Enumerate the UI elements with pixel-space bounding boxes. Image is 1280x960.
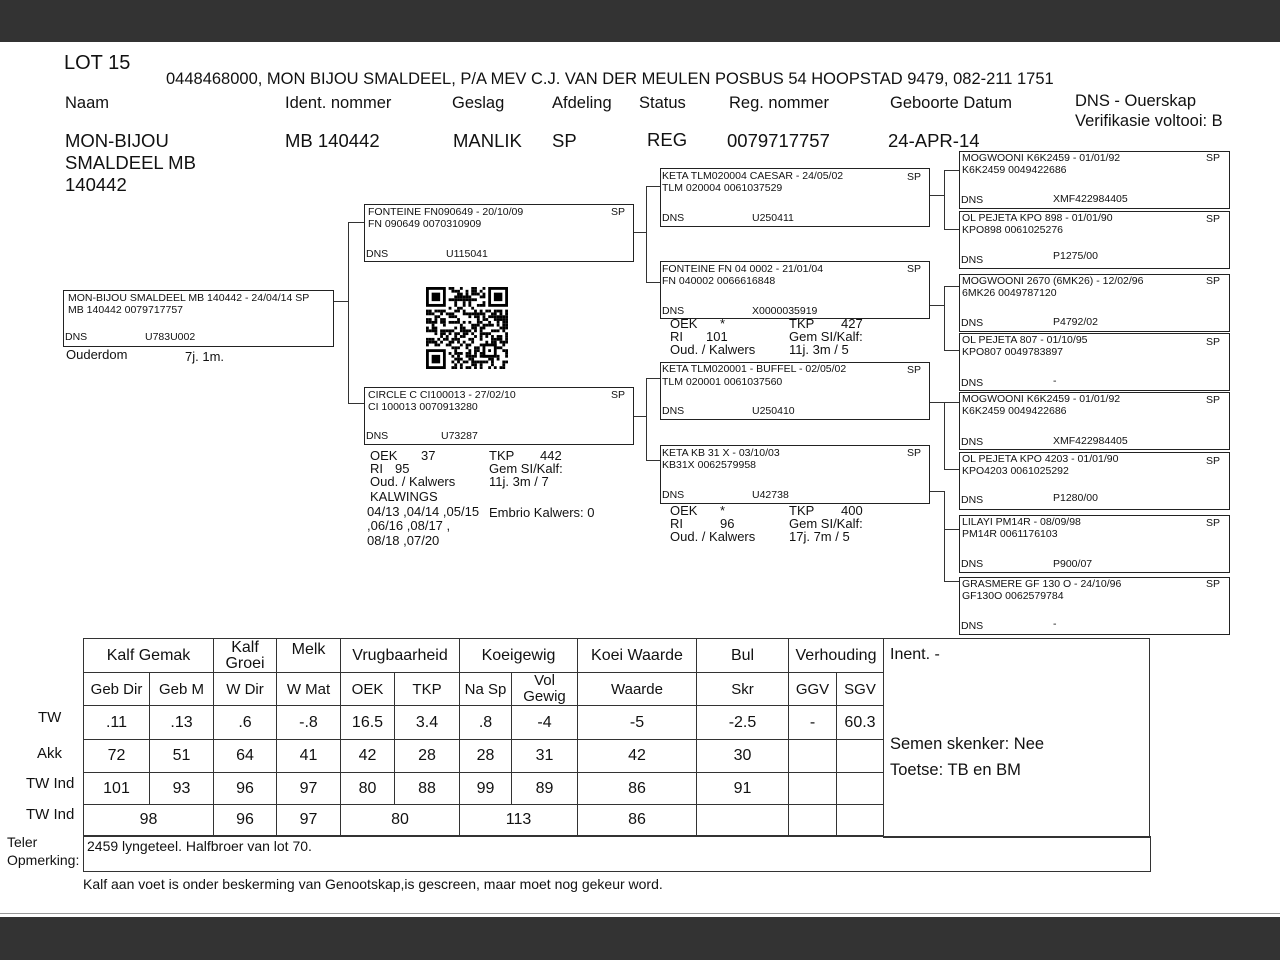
sub-header: Waarde bbox=[578, 673, 697, 706]
group-header: Koei Waarde bbox=[578, 639, 697, 673]
row-label-akk: Akk bbox=[37, 745, 63, 762]
ggp-sp: SP bbox=[1206, 394, 1221, 406]
semen-text: Semen skenker: Nee bbox=[890, 735, 1045, 753]
table-cell: 28 bbox=[395, 740, 460, 773]
ggp-sp: SP bbox=[1206, 336, 1221, 348]
animal-status: REG bbox=[647, 129, 688, 150]
pedigree-line bbox=[944, 350, 959, 351]
table-cell: 89 bbox=[512, 773, 578, 805]
subject-box bbox=[63, 290, 334, 347]
pedigree-line bbox=[929, 195, 944, 196]
gp-line1: KETA TLM020004 CAESAR - 24/05/02 bbox=[662, 170, 844, 182]
table-cell: 86 bbox=[578, 805, 697, 836]
ggp-line1: MOGWOONI K6K2459 - 01/01/92 bbox=[962, 393, 1121, 405]
group-header: Vrugbaarheid bbox=[341, 639, 460, 673]
pedigree-line bbox=[646, 378, 647, 461]
gp-dns-value: X0000035919 bbox=[752, 305, 818, 317]
remark-box bbox=[83, 836, 1151, 872]
toetse-text: Toetse: TB en BM bbox=[890, 761, 1021, 779]
bottom-bar bbox=[0, 917, 1280, 960]
subject-line2: MB 140442 0079717757 bbox=[68, 304, 184, 316]
header-reg: Reg. nommer bbox=[729, 94, 829, 112]
table-cell: 96 bbox=[214, 773, 277, 805]
ggp-dns-value: - bbox=[1053, 375, 1057, 387]
header-geboorte: Geboorte Datum bbox=[890, 94, 1012, 112]
gp-sp: SP bbox=[907, 447, 922, 459]
pedigree-line bbox=[632, 232, 646, 233]
gp-line2: FN 040002 0066616848 bbox=[662, 275, 776, 287]
table-cell: 64 bbox=[214, 740, 277, 773]
grandparent-box bbox=[660, 362, 930, 420]
gp2-tkp-label: TKP bbox=[789, 316, 815, 331]
ggp-line2: KPO807 0049783897 bbox=[962, 346, 1064, 358]
table-sub-row bbox=[84, 673, 884, 706]
row-label-twind-2: TW Ind bbox=[26, 806, 75, 823]
pedigree-line bbox=[944, 469, 959, 470]
sub-header: Geb Dir bbox=[84, 673, 150, 706]
table-row-akk bbox=[84, 740, 884, 773]
table-cell: 16.5 bbox=[341, 706, 395, 740]
gp2-ri-label: RI bbox=[670, 329, 683, 344]
group-header: Melk bbox=[277, 639, 341, 673]
ggp-line1: MOGWOONI K6K2459 - 01/01/92 bbox=[962, 152, 1121, 164]
gp-dns-label: DNS bbox=[662, 405, 685, 417]
sub-header: TKP bbox=[395, 673, 460, 706]
pedigree-line bbox=[944, 170, 945, 230]
table-cell: 28 bbox=[460, 740, 512, 773]
table-cell: 88 bbox=[395, 773, 460, 805]
gp-dns-value: U42738 bbox=[752, 489, 789, 501]
ggp-line1: OL PEJETA KPO 898 - 01/01/90 bbox=[962, 212, 1113, 224]
dam-oud-label: Oud. / Kalwers bbox=[370, 474, 456, 489]
table-cell: 3.4 bbox=[395, 706, 460, 740]
gp4-oud-value: 17j. 7m / 5 bbox=[789, 529, 850, 544]
great-grandparent-box bbox=[959, 274, 1230, 332]
row-label-twind: TW Ind bbox=[26, 775, 75, 792]
ggp-dns-label: DNS bbox=[961, 558, 984, 570]
ggp-dns-value: XMF422984405 bbox=[1053, 193, 1128, 205]
gp2-oud-value: 11j. 3m / 5 bbox=[789, 342, 849, 357]
ggp-line2: KPO898 0061025276 bbox=[962, 224, 1064, 236]
table-cell: 98 bbox=[84, 805, 214, 836]
table-cell: 41 bbox=[277, 740, 341, 773]
ggp-dns-value: XMF422984405 bbox=[1053, 435, 1128, 447]
ggp-dns-label: DNS bbox=[961, 254, 984, 266]
ggp-line2: KPO4203 0061025292 bbox=[962, 465, 1069, 477]
table-row-tw bbox=[84, 706, 884, 740]
sub-header: Geb M bbox=[150, 673, 214, 706]
subject-dns-value: U783U002 bbox=[145, 331, 196, 343]
table-cell: .11 bbox=[84, 706, 150, 740]
ggp-dns-label: DNS bbox=[961, 436, 984, 448]
pedigree-line bbox=[944, 402, 959, 403]
pedigree-line bbox=[944, 402, 945, 470]
ggp-line1: OL PEJETA 807 - 01/10/95 bbox=[962, 334, 1088, 346]
pedigree-line bbox=[348, 222, 349, 404]
table-cell bbox=[837, 740, 884, 773]
great-grandparent-box bbox=[959, 211, 1230, 269]
pedigree-line bbox=[646, 186, 660, 187]
sub-header: Skr bbox=[697, 673, 789, 706]
gp2-oud-label: Oud. / Kalwers bbox=[670, 342, 756, 357]
gp-sp: SP bbox=[907, 171, 922, 183]
table-cell: 86 bbox=[578, 773, 697, 805]
ggp-dns-value: P4792/02 bbox=[1053, 316, 1098, 328]
table-cell: .6 bbox=[214, 706, 277, 740]
ggp-dns-value: P1275/00 bbox=[1053, 250, 1098, 262]
gp-sp: SP bbox=[907, 364, 922, 376]
grandparent-box bbox=[660, 168, 930, 227]
animal-name-line2: SMALDEEL MB bbox=[65, 152, 196, 173]
ggp-dns-label: DNS bbox=[961, 494, 984, 506]
table-cell: 80 bbox=[341, 805, 460, 836]
pedigree-line bbox=[944, 229, 959, 230]
lot-number: LOT 15 bbox=[64, 52, 131, 74]
page-edge bbox=[0, 913, 1280, 914]
sub-header: SGV bbox=[837, 673, 884, 706]
table-cell: 96 bbox=[214, 805, 277, 836]
gp4-ri-value: 96 bbox=[720, 516, 735, 531]
ggp-dns-value: P900/07 bbox=[1053, 558, 1093, 570]
kalwings-line2: ,06/16 ,08/17 , bbox=[367, 518, 451, 533]
grandparent-box bbox=[660, 261, 930, 319]
gp4-tkp-value: 400 bbox=[841, 503, 863, 518]
ggp-sp: SP bbox=[1206, 578, 1221, 590]
dam-tkp-value: 442 bbox=[540, 448, 562, 463]
header-status: Status bbox=[639, 94, 686, 112]
table-cell: -2.5 bbox=[697, 706, 789, 740]
animal-geslag: MANLIK bbox=[453, 130, 522, 151]
gp4-ri-label: RI bbox=[670, 516, 683, 531]
subject-dns-label: DNS bbox=[65, 331, 88, 343]
header-afdeling: Afdeling bbox=[552, 94, 612, 112]
pedigree-line bbox=[944, 581, 959, 582]
group-header: Bul bbox=[697, 639, 789, 673]
owner-line: 0448468000, MON BIJOU SMALDEEL, P/A MEV C.J. VAN DER MEULEN POSBUS 54 HOOPSTAD 9479, 082-211 1751 bbox=[166, 70, 1054, 88]
table-cell bbox=[789, 740, 837, 773]
gp-line2: TLM 020004 0061037529 bbox=[662, 182, 783, 194]
ggp-dns-label: DNS bbox=[961, 620, 984, 632]
kalwings-label: KALWINGS bbox=[370, 489, 438, 504]
dam-dns-label: DNS bbox=[366, 430, 389, 442]
ggp-line1: MOGWOONI 2670 (6MK26) - 12/02/96 bbox=[962, 275, 1144, 287]
table-cell: 97 bbox=[277, 773, 341, 805]
gp-dns-value: U250410 bbox=[752, 405, 795, 417]
ggp-dns-label: DNS bbox=[961, 377, 984, 389]
inent-text: Inent. - bbox=[890, 646, 940, 663]
gp-line1: KETA TLM020001 - BUFFEL - 02/05/02 bbox=[662, 363, 847, 375]
pedigree-line bbox=[348, 222, 364, 223]
table-cell bbox=[697, 805, 789, 836]
table-cell: 60.3 bbox=[837, 706, 884, 740]
great-grandparent-box bbox=[959, 151, 1230, 209]
pedigree-line bbox=[646, 460, 660, 461]
pedigree-line bbox=[646, 378, 660, 379]
group-header: Koeigewig bbox=[460, 639, 578, 673]
dam-box bbox=[364, 387, 634, 445]
dam-dns-value: U73287 bbox=[441, 430, 478, 442]
table-cell: 93 bbox=[150, 773, 214, 805]
breeding-values-table bbox=[83, 638, 884, 836]
gp2-oek-value: * bbox=[720, 316, 726, 331]
sub-header-text: Vol Gewig bbox=[523, 672, 566, 705]
row-label-tw: TW bbox=[38, 709, 62, 726]
dam-sp: SP bbox=[611, 389, 626, 401]
great-grandparent-box bbox=[959, 577, 1230, 635]
pedigree-line bbox=[632, 416, 646, 417]
opmerking-label: Opmerking: bbox=[7, 852, 80, 868]
pedigree-line bbox=[646, 186, 647, 283]
ggp-sp: SP bbox=[1206, 152, 1221, 164]
sub-header: W Mat bbox=[277, 673, 341, 706]
ggp-line1: OL PEJETA KPO 4203 - 01/01/90 bbox=[962, 453, 1119, 465]
animal-ident: MB 140442 bbox=[285, 130, 380, 151]
gp-sp: SP bbox=[907, 263, 922, 275]
group-header-text: Kalf Groei bbox=[225, 638, 265, 672]
group-header: Verhouding bbox=[789, 639, 884, 673]
sub-header: Na Sp bbox=[460, 673, 512, 706]
table-cell: -5 bbox=[578, 706, 697, 740]
great-grandparent-box bbox=[959, 333, 1230, 391]
ggp-line1: LILAYI PM14R - 08/09/98 bbox=[962, 516, 1081, 528]
dam-gem-label: Gem SI/Kalf: bbox=[489, 461, 563, 476]
footer-note: Kalf aan voet is onder beskerming van Genootskap,is gescreen, maar moet nog gekeur word. bbox=[83, 876, 663, 892]
gp-line2: KB31X 0062579958 bbox=[662, 459, 757, 471]
pedigree-line bbox=[944, 491, 945, 582]
ggp-line2: PM14R 0061176103 bbox=[962, 528, 1058, 540]
ouderdom-label: Ouderdom bbox=[66, 347, 128, 362]
top-bar bbox=[0, 0, 1280, 42]
table-cell: .8 bbox=[460, 706, 512, 740]
sub-header: W Dir bbox=[214, 673, 277, 706]
gp-line2: TLM 020001 0061037560 bbox=[662, 376, 783, 388]
table-cell: 101 bbox=[84, 773, 150, 805]
pedigree-line bbox=[646, 282, 660, 283]
ggp-sp: SP bbox=[1206, 275, 1221, 287]
gp2-ri-value: 101 bbox=[706, 329, 728, 344]
table-cell: -.8 bbox=[277, 706, 341, 740]
remark-text: 2459 lyngeteel. Halfbroer van lot 70. bbox=[87, 838, 312, 854]
animal-name-line1: MON-BIJOU bbox=[65, 130, 169, 151]
header-ident: Ident. nommer bbox=[285, 94, 392, 112]
group-header: Kalf Gemak bbox=[84, 639, 214, 673]
great-grandparent-box bbox=[959, 392, 1230, 450]
sub-header: OEK bbox=[341, 673, 395, 706]
ggp-line2: GF130O 0062579784 bbox=[962, 590, 1064, 602]
sire-line1: FONTEINE FN090649 - 20/10/09 bbox=[368, 206, 524, 218]
table-cell: 80 bbox=[341, 773, 395, 805]
pedigree-line bbox=[944, 286, 945, 351]
header-verifikasie: Verifikasie voltooi: B bbox=[1075, 112, 1223, 130]
table-cell: 97 bbox=[277, 805, 341, 836]
inent-panel bbox=[883, 638, 1150, 838]
teler-label: Teler bbox=[7, 834, 38, 850]
great-grandparent-box bbox=[959, 515, 1230, 573]
ggp-line2: K6K2459 0049422686 bbox=[962, 164, 1067, 176]
table-cell: 30 bbox=[697, 740, 789, 773]
dam-line2: CI 100013 0070913280 bbox=[368, 401, 478, 413]
header-naam: Naam bbox=[65, 94, 110, 112]
subject-line1: MON-BIJOU SMALDEEL MB 140442 - 24/04/14 SP bbox=[68, 292, 310, 304]
table-cell: 72 bbox=[84, 740, 150, 773]
table-cell: .13 bbox=[150, 706, 214, 740]
gp-dns-value: U250411 bbox=[752, 212, 794, 224]
ggp-line2: K6K2459 0049422686 bbox=[962, 405, 1067, 417]
dam-ri-value: 95 bbox=[395, 461, 410, 476]
table-cell: 51 bbox=[150, 740, 214, 773]
table-cell: - bbox=[789, 706, 837, 740]
great-grandparent-box bbox=[959, 452, 1230, 510]
table-cell: 31 bbox=[512, 740, 578, 773]
table-row-twind-combined bbox=[84, 805, 884, 836]
gp-line1: FONTEINE FN 04 0002 - 21/01/04 bbox=[662, 263, 824, 275]
gp4-oek-value: * bbox=[720, 503, 726, 518]
ggp-dns-label: DNS bbox=[961, 317, 984, 329]
table-cell bbox=[789, 805, 837, 836]
dam-oud-value: 11j. 3m / 7 bbox=[489, 474, 549, 489]
grandparent-box bbox=[660, 445, 930, 504]
gp-dns-label: DNS bbox=[662, 212, 685, 224]
pedigree-line bbox=[929, 491, 944, 492]
dam-tkp-label: TKP bbox=[489, 448, 515, 463]
kalwings-line3: 08/18 ,07/20 bbox=[367, 533, 440, 548]
table-cell: 99 bbox=[460, 773, 512, 805]
dam-ri-label: RI bbox=[370, 461, 383, 476]
table-cell: -4 bbox=[512, 706, 578, 740]
pedigree-line bbox=[944, 170, 959, 171]
gp4-oek-label: OEK bbox=[670, 503, 698, 518]
dam-line1: CIRCLE C CI100013 - 27/02/10 bbox=[368, 389, 516, 401]
dam-oek-label: OEK bbox=[370, 448, 398, 463]
gp-dns-label: DNS bbox=[662, 489, 685, 501]
ggp-sp: SP bbox=[1206, 517, 1221, 529]
sire-line2: FN 090649 0070310909 bbox=[368, 218, 482, 230]
pedigree-line bbox=[929, 305, 944, 306]
ggp-sp: SP bbox=[1206, 213, 1221, 225]
table-row-twind bbox=[84, 773, 884, 805]
embrio-kalwers: Embrio Kalwers: 0 bbox=[489, 505, 595, 520]
animal-afdeling: SP bbox=[552, 130, 577, 151]
ggp-dns-label: DNS bbox=[961, 194, 984, 206]
gp2-gem-label: Gem SI/Kalf: bbox=[789, 329, 863, 344]
sub-header: GGV bbox=[789, 673, 837, 706]
sire-dns-value: U115041 bbox=[446, 248, 488, 260]
table-cell: 91 bbox=[697, 773, 789, 805]
ggp-line1: GRASMERE GF 130 O - 24/10/96 bbox=[962, 578, 1122, 590]
table-cell: 113 bbox=[460, 805, 578, 836]
header-geslag: Geslag bbox=[452, 94, 505, 112]
gp2-tkp-value: 427 bbox=[841, 316, 863, 331]
pedigree-line bbox=[944, 529, 959, 530]
gp4-gem-label: Gem SI/Kalf: bbox=[789, 516, 863, 531]
pedigree-line bbox=[944, 286, 959, 287]
sub-header bbox=[512, 673, 578, 706]
ggp-sp: SP bbox=[1206, 455, 1221, 467]
animal-name-line3: 140442 bbox=[65, 174, 127, 195]
gp4-tkp-label: TKP bbox=[789, 503, 815, 518]
animal-birth: 24-APR-14 bbox=[888, 130, 980, 151]
table-cell bbox=[837, 805, 884, 836]
sire-sp: SP bbox=[611, 206, 626, 218]
header-dns: DNS - Ouerskap bbox=[1075, 92, 1197, 110]
ggp-dns-value: - bbox=[1053, 618, 1057, 630]
group-header bbox=[214, 639, 277, 673]
pedigree-line bbox=[929, 402, 944, 403]
qr-code-icon bbox=[424, 287, 510, 369]
animal-reg: 0079717757 bbox=[727, 130, 830, 151]
table-cell bbox=[837, 773, 884, 805]
gp2-oek-label: OEK bbox=[670, 316, 698, 331]
pedigree-line bbox=[348, 403, 364, 404]
gp-dns-label: DNS bbox=[662, 305, 685, 317]
dam-oek-value: 37 bbox=[421, 448, 436, 463]
kalwings-line1: 04/13 ,04/14 ,05/15 bbox=[367, 504, 480, 519]
table-group-row bbox=[84, 639, 884, 673]
sire-box bbox=[364, 204, 634, 262]
ggp-dns-value: P1280/00 bbox=[1053, 492, 1098, 504]
table-cell bbox=[789, 773, 837, 805]
table-cell: 42 bbox=[578, 740, 697, 773]
ggp-line2: 6MK26 0049787120 bbox=[962, 287, 1057, 299]
table-cell: 42 bbox=[341, 740, 395, 773]
sire-dns-label: DNS bbox=[366, 248, 389, 260]
gp-line1: KETA KB 31 X - 03/10/03 bbox=[662, 447, 780, 459]
pedigree-line bbox=[333, 301, 348, 302]
ouderdom-value: 7j. 1m. bbox=[185, 349, 225, 364]
gp4-oud-label: Oud. / Kalwers bbox=[670, 529, 756, 544]
